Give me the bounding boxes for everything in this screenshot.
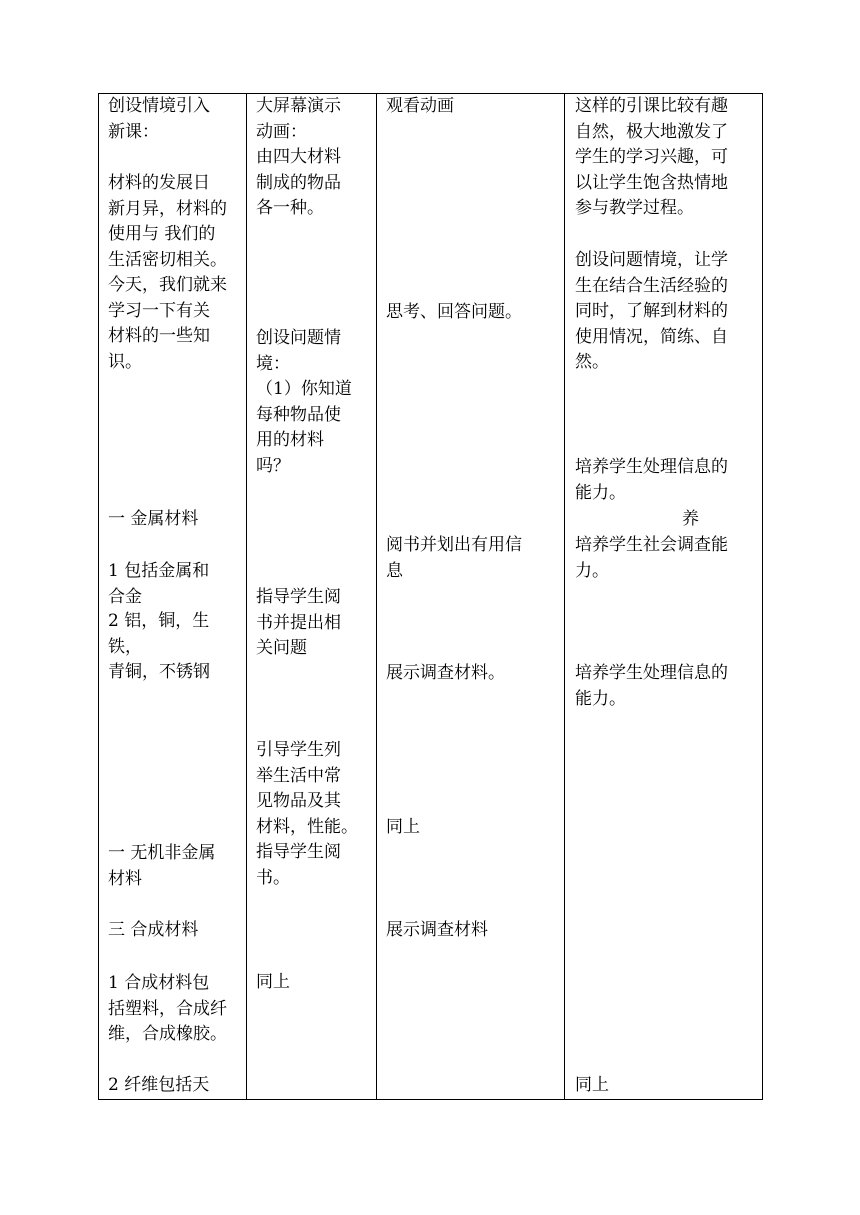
teaching-content-cell [99, 94, 247, 1100]
section-metal: 一 金属材料 [108, 509, 199, 529]
show-survey-1: 展示调查材料。 [386, 663, 505, 683]
same-as-above: 同上 [575, 1075, 609, 1095]
guide-list: 引导学生列 举生活中常 见物品及其 材料，性能。 指导学生阅 书。 [256, 740, 358, 888]
read-mark: 阅书并划出有用信 息 [386, 535, 522, 581]
intent-5: 培养学生处理信息的 能力。 [575, 663, 728, 709]
question-1: （1）你知道 每种物品使 用的材料 吗？ [256, 379, 352, 476]
question-title: 创设问题情 境： [256, 328, 341, 374]
synthetic-item-2: 2 纤维包括天 [108, 1075, 210, 1095]
watch-animation: 观看动画 [386, 96, 454, 116]
intro-body: 材料的发展日 新月异，材料的 使用与 我们的 生活密切相关。 今天，我们就来 学习一下有关 材料的一些知 识。 [108, 173, 227, 372]
intent-1: 这样的引课比较有趣 自然，极大地激发了 学生的学习兴趣，可 以让学生饱含热情地 参与教学过程。 [575, 96, 728, 218]
section-synthetic: 三 合成材料 [108, 920, 199, 940]
intro-title: 创设情境引入 新课： [108, 96, 210, 142]
same-as-above: 同上 [256, 972, 290, 992]
guide-read: 指导学生阅 书并提出相 关问题 [256, 587, 341, 658]
student-activity-cell [377, 94, 565, 1100]
intent-4: 培养学生社会调查能 力。 [575, 535, 728, 581]
intent-2: 创设问题情境，让学 生在结合生活经验的 同时，了解到材料的 使用情况，简练、自 然。 [575, 250, 728, 372]
stray-char: 养 [682, 509, 699, 529]
think-answer: 思考、回答问题。 [386, 302, 522, 322]
section-inorganic: 一 无机非金属 材料 [108, 843, 216, 889]
same-as-above: 同上 [386, 817, 420, 837]
table-row [99, 94, 763, 1100]
intent-3: 培养学生处理信息的 能力。 [575, 457, 728, 503]
synthetic-item-1: 1 合成材料包 括塑料，合成纤 维，合成橡胶。 [108, 973, 227, 1044]
lesson-plan-table [98, 93, 763, 1100]
demo-animation: 大屏幕演示 动画： 由四大材料 制成的物品 各一种。 [256, 96, 341, 218]
show-survey-2: 展示调查材料 [386, 920, 488, 940]
metal-item-1: 1 包括金属和 合金 [108, 561, 210, 607]
design-intent-cell [565, 94, 763, 1100]
teacher-activity-cell [247, 94, 377, 1100]
metal-item-2: 2 铝，铜，生铁， 青铜，不锈钢 [108, 611, 210, 682]
